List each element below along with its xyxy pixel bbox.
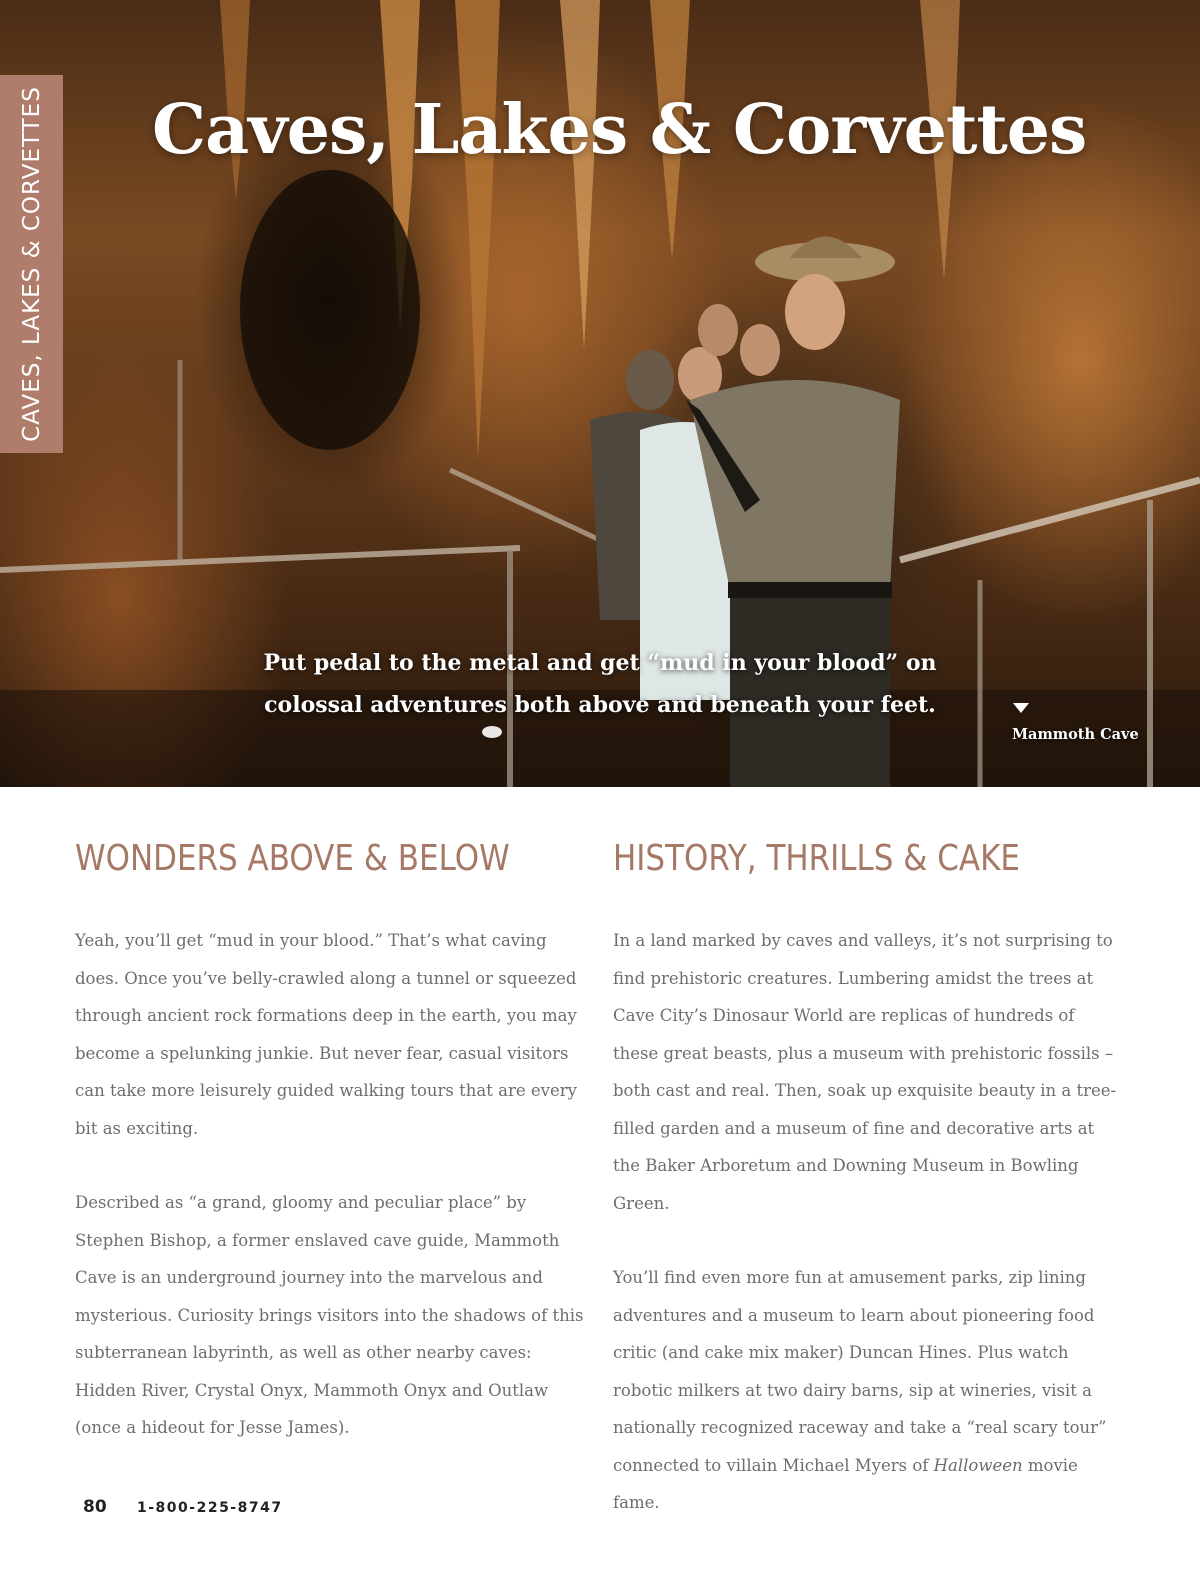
- section-heading-wonders: WONDERS ABOVE & BELOW: [75, 838, 510, 879]
- section-side-tab: [0, 75, 63, 453]
- right-column: [613, 838, 1123, 1522]
- phone-number: 1-800-225-8747: [137, 1500, 283, 1516]
- hero-tagline: Put pedal to the metal and get “mud in your blood” on colossal adventures both above and beneath your feet.: [263, 650, 937, 718]
- body-paragraph: In a land marked by caves and valleys, it’s not surprising to find prehistoric creatures. Lumbering amidst the trees at Cave City’s Dinosaur World are replicas of hundreds of these great beasts, plus a museum with prehistoric fossils – both cast and real. Then, soak up exquisite beauty in a tree-filled garden and a museum of fine and decorative arts at the Baker Arboretum and Downing Museum in Bowling Green.: [613, 931, 1117, 1213]
- paragraph-text: movie fame.: [613, 1455, 1078, 1512]
- triangle-down-icon: [1013, 703, 1029, 713]
- body-paragraph: Yeah, you’ll get “mud in your blood.” That’s what caving does. Once you’ve belly-crawled along a tunnel or squeezed through ancient rock formations deep in the earth, you may become a spelunking junkie. But never fear, casual visitors can take more leisurely guided walking tours that are every bit as exciting.: [75, 931, 577, 1138]
- page-title: Caves, Lakes & Corvettes: [152, 90, 1087, 170]
- body-paragraph: [613, 1259, 1123, 1522]
- section-heading-history: HISTORY, THRILLS & CAKE: [613, 838, 1020, 879]
- photo-caption: Mammoth Cave: [1012, 726, 1139, 743]
- left-column: [75, 838, 585, 1447]
- page-number: 80: [83, 1497, 107, 1517]
- body-paragraph: Described as “a grand, gloomy and peculiar place” by Stephen Bishop, a former enslaved cave guide, Mammoth Cave is an underground journey into the marvelous and mysterious. Curiosity brings visitors into the shadows of this subterranean labyrinth, as well as other nearby caves: Hidden River, Crystal Onyx, Mammoth Onyx and Outlaw (once a hideout for Jesse James).: [75, 1193, 584, 1437]
- paragraph-text: You’ll find even more fun at amusement parks, zip lining adventures and a museum to learn about pioneering food critic (and cake mix maker) Duncan Hines. Plus watch robotic milkers at two dairy barns, sip at wineries, visit a nationally recognized raceway and take a “real scary tour” connected to villain Michael Myers of: [613, 1268, 1107, 1475]
- hero-photo: [0, 0, 1200, 787]
- section-tab-label: CAVES, LAKES & CORVETTES: [18, 86, 45, 442]
- movie-title: Halloween: [933, 1455, 1023, 1475]
